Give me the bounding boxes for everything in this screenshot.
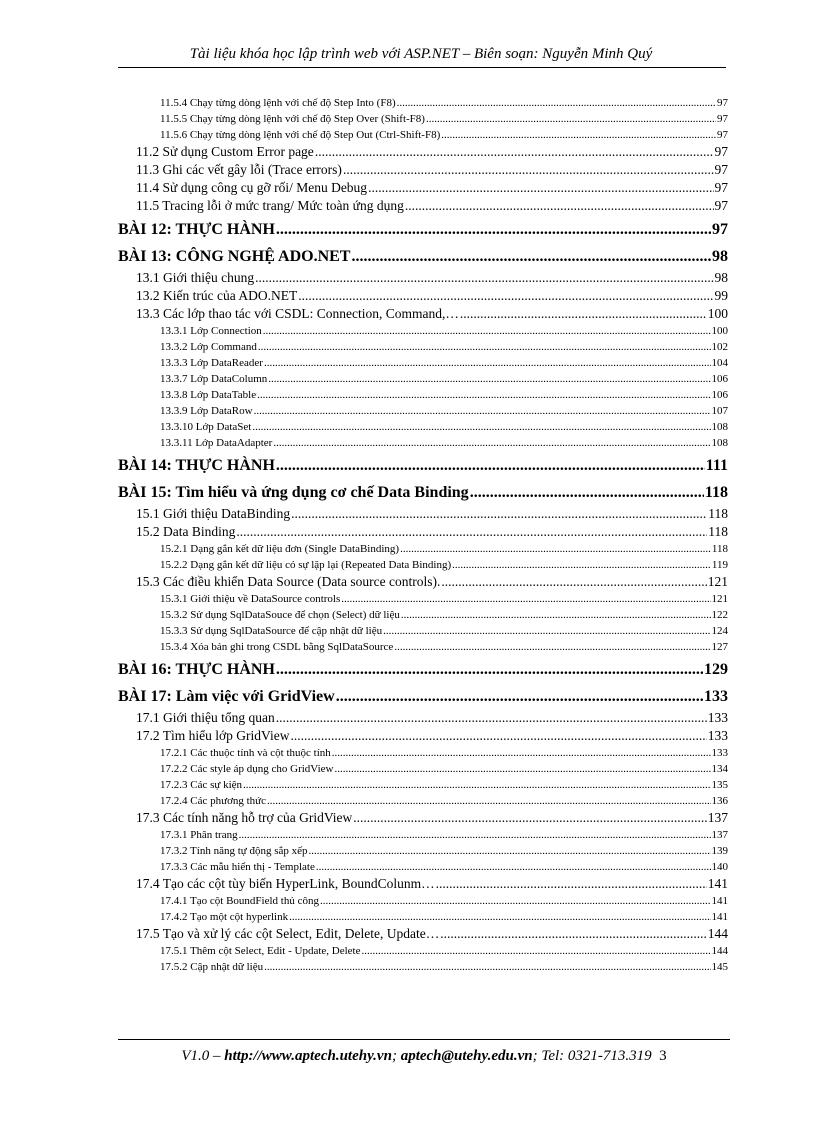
toc-entry-title: BÀI 17: Làm việc với GridView [118,688,335,705]
toc-entry-page: 106 [711,373,728,385]
toc-entry-title: 11.5.6 Chạy từng dòng lệnh với chế độ Step Out (Ctrl-Shift-F8) [160,129,441,141]
toc-entry-title: BÀI 12: THỰC HÀNH [118,221,275,238]
toc-entry-title: 11.2 Sử dụng Custom Error page [136,144,314,159]
toc-entry[interactable] [118,761,728,777]
toc-entry-page: 122 [711,609,728,621]
toc-entry-title: 11.5.4 Chạy từng dòng lệnh với chế độ Step Into (F8) [160,97,396,109]
toc-entry-title: 11.3 Ghi các vết gây lỗi (Trace errors) [136,162,342,177]
toc-entry-page: 135 [711,779,728,791]
toc-dot-leader [264,959,710,975]
toc-entry-title: 13.3.10 Lớp DataSet [160,421,252,433]
toc-dot-leader [341,591,710,607]
toc-dot-leader [460,305,707,323]
toc-entry-page: 133 [711,747,728,759]
toc-entry[interactable] [118,111,728,127]
toc-entry-page: 97 [717,129,728,141]
footer-tel: ; Tel: 0321-713.319 [532,1048,652,1064]
toc-entry[interactable] [118,623,728,639]
toc-entry-page: 100 [711,325,728,337]
toc-entry-title: 13.3.2 Lớp Command [160,341,257,353]
footer-divider [118,1039,730,1040]
toc-entry[interactable] [118,639,728,655]
toc-entry-title: 17.4 Tạo các cột tùy biến HyperLink, BoundColunm… [136,876,435,891]
toc-entry[interactable] [118,809,728,827]
toc-dot-leader [441,573,706,591]
toc-entry-page: 134 [711,763,728,775]
toc-entry[interactable] [118,727,728,745]
toc-dot-leader [276,454,705,478]
toc-dot-leader [426,111,716,127]
toc-entry-page: 141 [711,895,728,907]
toc-entry-page: 118 [708,524,728,539]
toc-dot-leader [362,943,711,959]
toc-entry-title: 17.1 Giới thiệu tổng quan [136,710,275,725]
toc-dot-leader [252,419,710,435]
toc-entry[interactable] [118,557,728,573]
toc-dot-leader [452,557,711,573]
toc-dot-leader [254,403,711,419]
toc-entry[interactable] [118,893,728,909]
toc-entry[interactable] [118,371,728,387]
toc-entry[interactable] [118,403,728,419]
page-footer [118,1046,730,1066]
toc-entry-title: 15.3.3 Sử dụng SqlDataSource để cập nhật dữ liệu [160,625,383,637]
toc-entry-page: 99 [714,288,728,303]
toc-entry[interactable] [118,355,728,371]
toc-dot-leader [276,709,707,727]
toc-entry-title: 17.2 Tìm hiểu lớp GridView [136,728,290,743]
toc-entry[interactable] [118,685,728,709]
toc-entry-page: 119 [711,559,728,571]
toc-entry[interactable] [118,95,728,111]
toc-dot-leader [258,339,711,355]
toc-entry-title: 13.3.8 Lớp DataTable [160,389,257,401]
toc-dot-leader [441,127,716,143]
toc-dot-leader [332,745,711,761]
toc-entry[interactable] [118,161,728,179]
toc-entry[interactable] [118,454,728,478]
toc-entry[interactable] [118,607,728,623]
toc-entry-page: 141 [707,876,728,891]
page-number: 3 [659,1048,667,1064]
toc-entry-page: 145 [711,961,728,973]
toc-entry[interactable] [118,777,728,793]
toc-entry[interactable] [118,419,728,435]
toc-entry[interactable] [118,435,728,451]
toc-entry-page: 97 [714,198,728,213]
toc-entry-page: 118 [704,484,728,501]
toc-entry-page: 129 [704,661,728,678]
toc-entry-page: 141 [711,911,728,923]
toc-entry-page: 140 [711,861,728,873]
toc-dot-leader [397,95,716,111]
footer-website-link[interactable]: http://www.aptech.utehy.vn [224,1048,392,1064]
toc-entry-title: 13.1 Giới thiệu chung [136,270,255,285]
toc-dot-leader [343,161,714,179]
toc-dot-leader [320,893,711,909]
toc-entry-title: 15.3.4 Xóa bản ghi trong CSDL bằng SqlDataSource [160,641,394,653]
toc-dot-leader [334,761,710,777]
toc-entry[interactable] [118,523,728,541]
toc-entry-title: BÀI 15: Tìm hiểu và ứng dụng cơ chế Data Binding [118,484,469,501]
toc-dot-leader [440,925,707,943]
toc-entry-page: 121 [711,593,728,605]
toc-entry-page: 137 [711,829,728,841]
toc-entry-page: 118 [708,506,728,521]
toc-entry-page: 107 [711,405,728,417]
toc-entry[interactable] [118,745,728,761]
toc-entry-page: 124 [711,625,728,637]
toc-entry[interactable] [118,909,728,925]
toc-entry[interactable] [118,197,728,215]
toc-dot-leader [315,143,714,161]
toc-entry[interactable] [118,143,728,161]
toc-dot-leader [291,505,707,523]
toc-dot-leader [336,685,703,709]
toc-entry-page: 111 [705,457,728,474]
toc-entry-title: 13.3 Các lớp thao tác với CSDL: Connection, Command,… [136,306,459,321]
toc-entry[interactable] [118,793,728,809]
toc-entry[interactable] [118,959,728,975]
toc-entry-title: BÀI 13: CÔNG NGHỆ ADO.NET [118,248,351,265]
toc-entry-title: BÀI 14: THỰC HÀNH [118,457,275,474]
toc-entry-title: 15.3.1 Giới thiệu về DataSource controls [160,593,341,605]
toc-entry-page: 97 [714,180,728,195]
toc-entry[interactable] [118,943,728,959]
toc-entry-page: 108 [711,437,728,449]
toc-dot-leader [394,639,710,655]
toc-dot-leader [383,623,710,639]
toc-dot-leader [276,218,711,242]
toc-dot-leader [267,793,710,809]
toc-entry[interactable] [118,925,728,943]
toc-entry-title: 15.3.2 Sử dụng SqlDataSouce để chọn (Select) dữ liệu [160,609,400,621]
toc-dot-leader [264,355,711,371]
toc-entry-title: 17.3.2 Tính năng tự động sắp xếp [160,845,308,857]
toc-entry[interactable] [118,541,728,557]
toc-dot-leader [289,909,710,925]
toc-dot-leader [257,387,710,403]
toc-dot-leader [405,197,714,215]
toc-entry-title: 15.2.2 Dạng gắn kết dữ liệu có sự lặp lại (Repeated Data Binding) [160,559,452,571]
toc-entry-page: 104 [711,357,728,369]
toc-entry-page: 133 [707,728,728,743]
toc-dot-leader [401,607,711,623]
toc-entry[interactable] [118,179,728,197]
toc-entry[interactable] [118,305,728,323]
toc-dot-leader [263,323,711,339]
toc-entry[interactable] [118,323,728,339]
toc-entry-title: 17.4.1 Tạo cột BoundField thủ công [160,895,319,907]
toc-dot-leader [255,269,713,287]
toc-entry-title: 15.2.1 Dạng gắn kết dữ liệu đơn (Single DataBinding) [160,543,400,555]
toc-entry-title: 17.3.3 Các mẫu hiển thị - Template [160,861,315,873]
toc-entry[interactable] [118,827,728,843]
toc-entry[interactable] [118,573,728,591]
toc-entry-page: 106 [711,389,728,401]
toc-entry-page: 108 [711,421,728,433]
toc-entry-page: 98 [714,270,728,285]
toc-entry-page: 144 [711,945,728,957]
toc-entry-title: 17.5.2 Cập nhật dữ liệu [160,961,264,973]
toc-entry[interactable] [118,481,728,505]
toc-entry[interactable] [118,339,728,355]
toc-entry-title: 13.3.9 Lớp DataRow [160,405,253,417]
toc-entry-page: 121 [707,574,728,589]
toc-entry-page: 97 [717,97,728,109]
toc-entry-page: 137 [707,810,728,825]
toc-entry-title: 13.3.11 Lớp DataAdapter [160,437,273,449]
toc-entry-title: 11.4 Sử dụng công cụ gỡ rối/ Menu Debug [136,180,368,195]
toc-entry-title: 17.3.1 Phân trang [160,829,238,841]
toc-dot-leader [353,809,706,827]
toc-dot-leader [273,435,710,451]
toc-entry-page: 100 [707,306,728,321]
toc-dot-leader [268,371,710,387]
toc-entry[interactable] [118,127,728,143]
toc-entry[interactable] [118,269,728,287]
toc-entry-page: 144 [707,926,728,941]
toc-entry[interactable] [118,843,728,859]
toc-entry-page: 139 [711,845,728,857]
toc-entry-title: 11.5 Tracing lỗi ở mức trang/ Mức toàn ứng dụng [136,198,404,213]
toc-entry-title: 15.1 Giới thiệu DataBinding [136,506,291,521]
toc-entry-title: 17.5.1 Thêm cột Select, Edit - Update, Delete [160,945,361,957]
toc-entry-page: 133 [704,688,728,705]
toc-dot-leader [309,843,711,859]
toc-entry-page: 97 [712,221,728,238]
toc-entry-title: BÀI 16: THỰC HÀNH [118,661,275,678]
toc-dot-leader [290,727,706,745]
page-header: Tài liệu khóa học lập trình web với ASP.NET – Biên soạn: Nguyễn Minh Quý [189,46,653,62]
toc-dot-leader [436,875,707,893]
toc-entry-title: 17.3 Các tính năng hỗ trợ của GridView [136,810,353,825]
toc-entry[interactable] [118,287,728,305]
toc-entry[interactable] [118,875,728,893]
toc-entry-page: 98 [712,248,728,265]
toc-entry-page: 133 [707,710,728,725]
toc-entry-page: 97 [714,162,728,177]
toc-entry[interactable] [118,387,728,403]
toc-dot-leader [239,827,711,843]
toc-entry-page: 102 [711,341,728,353]
toc-entry-page: 118 [711,543,728,555]
toc-dot-leader [236,523,707,541]
toc-entry[interactable] [118,591,728,607]
toc-dot-leader [243,777,710,793]
toc-entry-title: 17.2.4 Các phương thức [160,795,267,807]
toc-entry-title: 17.2.2 Các style áp dụng cho GridView [160,763,334,775]
toc-entry-title: 15.2 Data Binding [136,524,236,539]
toc-entry-title: 17.4.2 Tạo một cột hyperlink [160,911,289,923]
toc-dot-leader [351,245,711,269]
footer-version: V1.0 – [181,1048,225,1064]
toc-dot-leader [316,859,711,875]
toc-entry-title: 17.2.3 Các sự kiện [160,779,243,791]
header-divider [118,67,726,68]
toc-dot-leader [298,287,713,305]
toc-entry-title: 11.5.5 Chạy từng dòng lệnh với chế độ Step Over (Shift-F8) [160,113,425,125]
toc-entry-page: 136 [711,795,728,807]
toc-entry[interactable] [118,505,728,523]
toc-entry-page: 97 [717,113,728,125]
toc-entry-title: 13.3.1 Lớp Connection [160,325,262,337]
toc-entry-title: 17.2.1 Các thuộc tính và cột thuộc tính [160,747,331,759]
footer-email-link[interactable]: aptech@utehy.edu.vn [400,1048,533,1064]
toc-dot-leader [276,658,703,682]
toc-entry-title: 13.2 Kiến trúc của ADO.NET [136,288,298,303]
toc-entry-title: 15.3 Các điều khiển Data Source (Data source controls). [136,574,441,589]
toc-entry[interactable] [118,658,728,682]
toc-entry-page: 97 [714,144,728,159]
footer-separator: ; [391,1048,401,1064]
toc-entry-page: 127 [711,641,728,653]
toc-dot-leader [400,541,711,557]
toc-entry[interactable] [118,709,728,727]
table-of-contents [118,95,728,975]
toc-entry-title: 17.5 Tạo và xử lý các cột Select, Edit, Delete, Update… [136,926,440,941]
toc-dot-leader [368,179,713,197]
toc-dot-leader [470,481,704,505]
toc-entry[interactable] [118,245,728,269]
toc-entry-title: 13.3.3 Lớp DataReader [160,357,263,369]
toc-entry[interactable] [118,218,728,242]
toc-entry[interactable] [118,859,728,875]
toc-entry-title: 13.3.7 Lớp DataColumn [160,373,268,385]
